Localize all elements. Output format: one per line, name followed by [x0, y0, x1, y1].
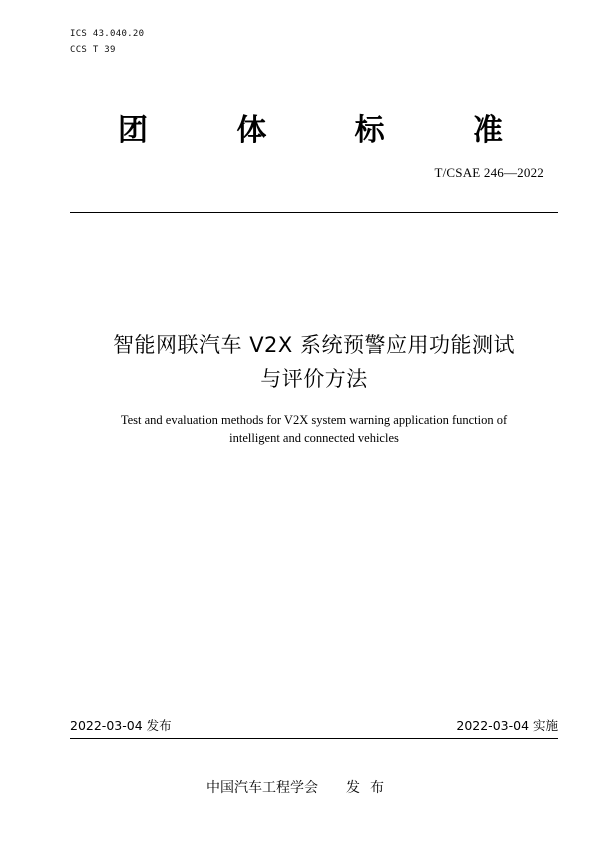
standard-number: T/CSAE 246—2022: [434, 165, 544, 180]
header-divider: [70, 212, 558, 213]
publish-date: 2022-03-04 发布: [70, 718, 172, 733]
english-title-line-1: Test and evaluation methods for V2X system warning application function of: [120, 413, 508, 427]
issuer-action: 发布: [346, 780, 394, 796]
english-title-line-2: intelligent and connected vehicles: [229, 431, 399, 445]
issuer-line: [0, 777, 600, 797]
issuer-name: 中国汽车工程学会: [206, 780, 318, 796]
english-title: [60, 411, 568, 447]
ics-code: ICS 43.040.20: [70, 29, 145, 39]
footer-divider: [70, 738, 558, 739]
standard-type-char: 准: [472, 113, 503, 148]
chinese-title-line-1: 智能网联汽车 V2X 系统预警应用功能测试: [113, 333, 515, 357]
implement-date: 2022-03-04 实施: [456, 718, 558, 733]
standard-type-char: 标: [354, 113, 385, 148]
standard-type-char: 体: [236, 113, 267, 148]
chinese-title-line-2: 与评价方法: [260, 367, 368, 391]
ccs-code: CCS T 39: [70, 45, 116, 55]
chinese-title: [60, 328, 568, 396]
standard-type-heading: [118, 112, 503, 150]
standard-type-char: 团: [118, 113, 148, 148]
